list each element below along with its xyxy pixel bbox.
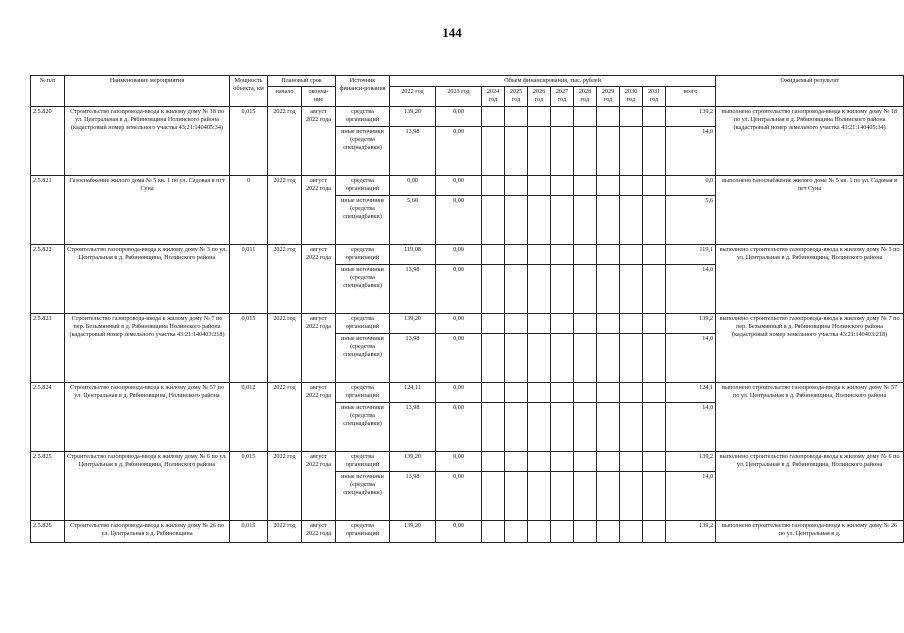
end-date: август 2022 года (302, 383, 336, 452)
value-2025-cell (505, 127, 528, 176)
value-2022: 0,00 (390, 176, 436, 196)
header-2028: 2028 год (574, 87, 597, 107)
header-2026: 2026 год (528, 87, 551, 107)
capacity-value: 0,011 (230, 245, 268, 314)
event-name: Строительство газопровода-ввода к жилому дому № 57 по ул. Центральная в д. Рябиновщина, Нолинского района (65, 383, 230, 452)
end-date: август 2022 года (302, 176, 336, 245)
value-2023: 0,00 (436, 521, 482, 543)
funding-source: иные источники (средства спецнадбавки) (336, 196, 390, 245)
end-date: август 2022 года (302, 107, 336, 176)
value-2029-cell (597, 472, 620, 521)
value-2030-cell (620, 265, 643, 314)
value-2025-cell (505, 452, 528, 472)
value-2023: 0,00 (436, 107, 482, 127)
table-row (31, 383, 904, 403)
expected-result: выполнено строительство газопровода-ввода к жилому дому № 7 по пер. Безымянный в д. Рябиновщина Нолинского района (кадастровый номер земельного участка 43:21:140403:218) (716, 314, 904, 383)
value-2028-cell (574, 314, 597, 334)
table-row (31, 176, 904, 196)
start-year: 2022 год (268, 383, 302, 452)
value-total: 124,1 (666, 383, 716, 403)
header-2027: 2027 год (551, 87, 574, 107)
value-2031-cell (643, 521, 666, 543)
value-total: 139,2 (666, 521, 716, 543)
value-2029-cell (597, 265, 620, 314)
value-2027-cell (551, 107, 574, 127)
value-2028-cell (574, 265, 597, 314)
value-2027-cell (551, 334, 574, 383)
value-2024-cell (482, 403, 505, 452)
table-header (31, 76, 904, 107)
value-total: 0,0 (666, 176, 716, 196)
start-year: 2022 год (268, 452, 302, 521)
value-2024-cell (482, 314, 505, 334)
value-2030-cell (620, 127, 643, 176)
header-2031: 2031 год (643, 87, 666, 107)
value-total: 14,0 (666, 265, 716, 314)
header-2022: 2022 год (390, 87, 436, 107)
header-2023: 2023 год (436, 87, 482, 107)
value-2023: 0,00 (436, 127, 482, 176)
value-2027-cell (551, 472, 574, 521)
capacity-value: 0 (230, 176, 268, 245)
end-date: август 2022 года (302, 314, 336, 383)
value-2029-cell (597, 176, 620, 196)
header-capacity: Мощность объекта, км (230, 76, 268, 107)
value-2022: 139,20 (390, 452, 436, 472)
value-2029-cell (597, 127, 620, 176)
value-2028-cell (574, 403, 597, 452)
value-2031-cell (643, 314, 666, 334)
funding-source: средства организаций (336, 383, 390, 403)
row-number: 2.5.821 (31, 176, 65, 245)
value-2030-cell (620, 107, 643, 127)
table-row (31, 245, 904, 265)
value-2025-cell (505, 403, 528, 452)
value-total: 139,2 (666, 107, 716, 127)
value-2031-cell (643, 334, 666, 383)
value-2031-cell (643, 472, 666, 521)
value-2031-cell (643, 107, 666, 127)
value-2029-cell (597, 245, 620, 265)
funding-source: иные источники (средства спецнадбавки) (336, 127, 390, 176)
value-2025-cell (505, 521, 528, 543)
funding-source: иные источники (средства спецнадбавки) (336, 472, 390, 521)
value-2027-cell (551, 176, 574, 196)
value-total: 139,2 (666, 314, 716, 334)
value-2024-cell (482, 176, 505, 196)
value-2023: 0,00 (436, 176, 482, 196)
value-2029-cell (597, 452, 620, 472)
value-total: 14,0 (666, 472, 716, 521)
start-year: 2022 год (268, 314, 302, 383)
funding-source: иные источники (средства спецнадбавки) (336, 403, 390, 452)
value-2030-cell (620, 314, 643, 334)
capacity-value: 0,015 (230, 521, 268, 543)
value-2023: 0,00 (436, 245, 482, 265)
expected-result: выполнено строительство газопровода-ввода к жилому дому № 57 по ул. Центральная в д. Рябиновщина, Нолинского района (716, 383, 904, 452)
value-2026-cell (528, 127, 551, 176)
expected-result: выполнено строительство газопровода-ввода к жилому дому № 18 по ул. Центральная в д. Рябиновщина Нолинского района (кадастровый номер земельного участка 43:21:140405:34) (716, 107, 904, 176)
value-2027-cell (551, 127, 574, 176)
start-year: 2022 год (268, 107, 302, 176)
value-2031-cell (643, 403, 666, 452)
value-2027-cell (551, 383, 574, 403)
value-2028-cell (574, 472, 597, 521)
value-2031-cell (643, 452, 666, 472)
value-2022: 13,98 (390, 265, 436, 314)
value-2026-cell (528, 107, 551, 127)
expected-result: выполнено газоснабжение жилого дома № 5 кв. 1 по ул. Садовая в пгт Суна (716, 176, 904, 245)
table-row (31, 521, 904, 543)
value-2025-cell (505, 196, 528, 245)
header-end: оконча-ние (302, 87, 336, 107)
value-2030-cell (620, 521, 643, 543)
end-date: август 2022 года (302, 521, 336, 543)
funding-source: средства организаций (336, 245, 390, 265)
funding-source: иные источники (средства спецнадбавки) (336, 334, 390, 383)
value-2028-cell (574, 245, 597, 265)
row-number: 2.5.822 (31, 245, 65, 314)
table-row (31, 452, 904, 472)
value-2025-cell (505, 176, 528, 196)
page-number: 144 (442, 25, 462, 40)
row-number: 2.5.826 (31, 521, 65, 543)
value-2026-cell (528, 334, 551, 383)
funding-source: иные источники (средства спецнадбавки) (336, 265, 390, 314)
value-2030-cell (620, 176, 643, 196)
value-2029-cell (597, 196, 620, 245)
funding-source: средства организаций (336, 452, 390, 472)
value-2023: 0,00 (436, 472, 482, 521)
row-number: 2.5.825 (31, 452, 65, 521)
header-2024: 2024 год (482, 87, 505, 107)
table-body (31, 107, 904, 543)
value-2029-cell (597, 521, 620, 543)
capacity-value: 0,012 (230, 383, 268, 452)
value-2027-cell (551, 196, 574, 245)
header-name: Наименование мероприятия (65, 76, 230, 107)
value-2023: 0,00 (436, 196, 482, 245)
value-2022: 124,11 (390, 383, 436, 403)
value-2026-cell (528, 403, 551, 452)
expected-result: выполнено строительство газопровода-ввода к жилому дому № 26 по ул. Центральная в д. (716, 521, 904, 543)
value-2026-cell (528, 265, 551, 314)
value-2024-cell (482, 521, 505, 543)
event-name: Газоснабжение жилого дома № 5 кв. 1 по ул. Садовая в пгт Суна (65, 176, 230, 245)
value-2022: 139,20 (390, 521, 436, 543)
value-2023: 0,00 (436, 334, 482, 383)
value-2023: 0,00 (436, 383, 482, 403)
value-2022: 5,60 (390, 196, 436, 245)
value-2030-cell (620, 334, 643, 383)
value-2023: 0,00 (436, 452, 482, 472)
value-2025-cell (505, 314, 528, 334)
value-2030-cell (620, 383, 643, 403)
value-total: 119,1 (666, 245, 716, 265)
header-2030: 2030 год (620, 87, 643, 107)
value-total: 139,2 (666, 452, 716, 472)
value-2028-cell (574, 196, 597, 245)
value-2029-cell (597, 334, 620, 383)
value-2024-cell (482, 265, 505, 314)
value-2026-cell (528, 452, 551, 472)
value-total: 14,0 (666, 334, 716, 383)
header-result: Ожидаемый результат (716, 76, 904, 107)
value-2024-cell (482, 452, 505, 472)
value-2027-cell (551, 314, 574, 334)
value-2031-cell (643, 176, 666, 196)
row-number: 2.5.824 (31, 383, 65, 452)
value-2031-cell (643, 245, 666, 265)
row-number: 2.5.820 (31, 107, 65, 176)
value-2031-cell (643, 265, 666, 314)
value-2028-cell (574, 107, 597, 127)
value-2029-cell (597, 383, 620, 403)
value-2028-cell (574, 452, 597, 472)
value-total: 14,0 (666, 127, 716, 176)
value-2023: 0,00 (436, 265, 482, 314)
value-2024-cell (482, 245, 505, 265)
value-2026-cell (528, 521, 551, 543)
value-2026-cell (528, 314, 551, 334)
end-date: август 2022 года (302, 452, 336, 521)
end-date: август 2022 года (302, 245, 336, 314)
table-row (31, 107, 904, 127)
row-number: 2.5.823 (31, 314, 65, 383)
value-2028-cell (574, 383, 597, 403)
value-2024-cell (482, 383, 505, 403)
funding-source: средства организаций (336, 314, 390, 334)
value-total: 14,0 (666, 403, 716, 452)
value-2030-cell (620, 403, 643, 452)
header-2029: 2029 год (597, 87, 620, 107)
value-2026-cell (528, 176, 551, 196)
value-2022: 139,20 (390, 107, 436, 127)
capacity-value: 0,015 (230, 107, 268, 176)
expected-result: выполнено строительство газопровода-ввода к жилому дому № 6 по ул. Центральная в д. Рябиновщина, Нолинского района (716, 452, 904, 521)
header-period: Плановый срок (268, 76, 336, 87)
value-2026-cell (528, 245, 551, 265)
event-name: Строительство газопровода-ввода к жилому дому № 3 по ул. Центральная в д. Рябиновщина, Нолинского района (65, 245, 230, 314)
capacity-value: 0,015 (230, 452, 268, 521)
event-name: Строительство газопровода-ввода к жилому дому № 26 по ул. Центральная в д. Рябиновщина (65, 521, 230, 543)
value-2029-cell (597, 107, 620, 127)
value-2022: 13,98 (390, 403, 436, 452)
value-2022: 13,98 (390, 127, 436, 176)
header-source: Источник финанси-рования (336, 76, 390, 107)
value-2030-cell (620, 196, 643, 245)
header-start: начало (268, 87, 302, 107)
value-2024-cell (482, 472, 505, 521)
value-2028-cell (574, 334, 597, 383)
event-name: Строительство газопровода-ввода к жилому дому № 7 по пер. Безымянный в д. Рябиновщина Нолинского района (кадастровый номер земельного участка 43:21:140403:218) (65, 314, 230, 383)
financing-table (30, 75, 904, 543)
value-2028-cell (574, 127, 597, 176)
value-2030-cell (620, 245, 643, 265)
value-2031-cell (643, 196, 666, 245)
value-2025-cell (505, 107, 528, 127)
value-2022: 139,20 (390, 314, 436, 334)
value-2023: 0,00 (436, 403, 482, 452)
value-2024-cell (482, 334, 505, 383)
header-total: всего (666, 87, 716, 107)
value-2023: 0,00 (436, 314, 482, 334)
start-year: 2022 год (268, 521, 302, 543)
value-2025-cell (505, 334, 528, 383)
value-2027-cell (551, 245, 574, 265)
value-2031-cell (643, 127, 666, 176)
funding-source: средства организаций (336, 107, 390, 127)
value-2026-cell (528, 196, 551, 245)
value-2028-cell (574, 521, 597, 543)
header-volume: Объем финансирования, тыс. рублей (390, 76, 716, 87)
value-2027-cell (551, 521, 574, 543)
value-2022: 13,98 (390, 334, 436, 383)
value-2025-cell (505, 265, 528, 314)
funding-source: средства организаций (336, 176, 390, 196)
value-total: 5,6 (666, 196, 716, 245)
value-2027-cell (551, 452, 574, 472)
value-2026-cell (528, 383, 551, 403)
event-name: Строительство газопровода-ввода к жилому дому № 6 по ул. Центральная в д. Рябиновщина, Нолинского района (65, 452, 230, 521)
value-2022: 13,98 (390, 472, 436, 521)
value-2028-cell (574, 176, 597, 196)
value-2026-cell (528, 472, 551, 521)
table-row (31, 314, 904, 334)
start-year: 2022 год (268, 176, 302, 245)
value-2024-cell (482, 127, 505, 176)
value-2030-cell (620, 452, 643, 472)
capacity-value: 0,015 (230, 314, 268, 383)
value-2025-cell (505, 472, 528, 521)
value-2025-cell (505, 383, 528, 403)
value-2029-cell (597, 403, 620, 452)
start-year: 2022 год (268, 245, 302, 314)
funding-source: средства организаций (336, 521, 390, 543)
value-2024-cell (482, 107, 505, 127)
header-num: № п/п (31, 76, 65, 107)
value-2030-cell (620, 472, 643, 521)
value-2024-cell (482, 196, 505, 245)
event-name: Строительство газопровода-ввода к жилому дому № 18 по ул. Центральная в д. Рябиновщина Нолинского района (кадастровый номер земельного участка 43:21:140405:34) (65, 107, 230, 176)
value-2022: 119,08 (390, 245, 436, 265)
value-2027-cell (551, 403, 574, 452)
header-2025: 2025 год (505, 87, 528, 107)
value-2031-cell (643, 383, 666, 403)
expected-result: выполнено строительство газопровода-ввода к жилому дому № 3 по ул. Центральная в д. Рябиновщина, Нолинского района (716, 245, 904, 314)
value-2029-cell (597, 314, 620, 334)
value-2027-cell (551, 265, 574, 314)
value-2025-cell (505, 245, 528, 265)
